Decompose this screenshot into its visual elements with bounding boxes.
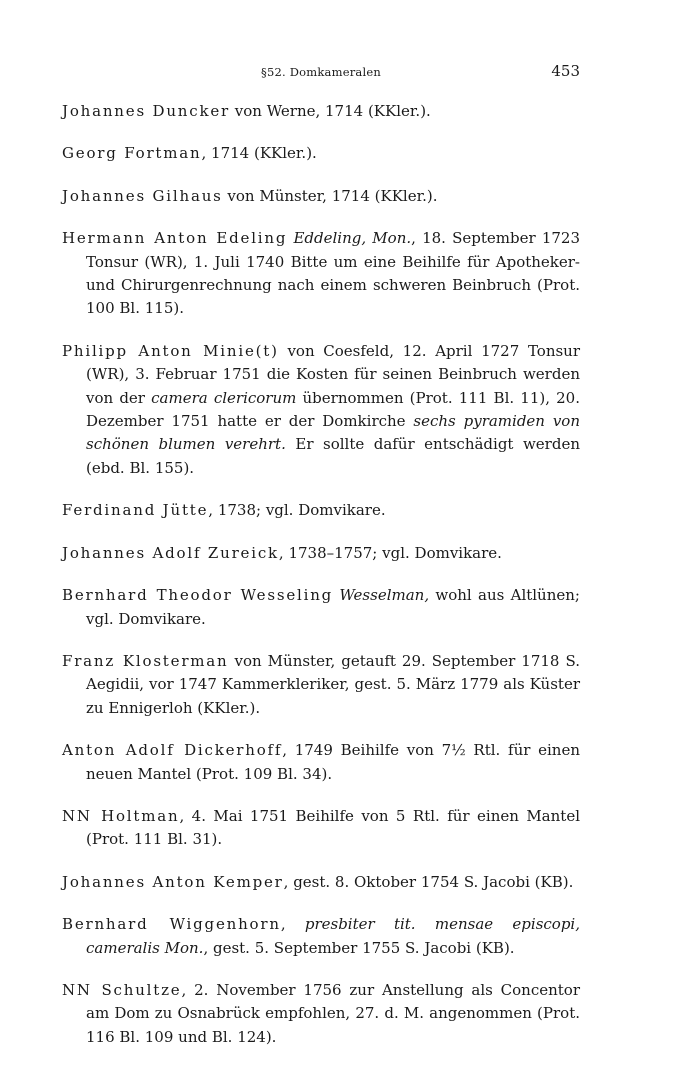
entry-text: übernommen (Prot. 111 Bl. 11), 20. Dezember 1751 hatte er der Domkirche — [86, 388, 580, 431]
entry-kemper — [62, 871, 580, 894]
entry-italic-text: Wesselman, — [339, 586, 430, 605]
entry-text: von Münster, 1714 (KKler.). — [222, 186, 438, 205]
person-name: Bernhard Theodor Wesseling — [62, 586, 334, 605]
person-name: Anton Adolf Dickerhoff — [62, 741, 283, 760]
person-name: Johannes Anton Kemper — [62, 872, 284, 891]
entry-schultze — [62, 979, 580, 1049]
entry-text: , 1714 (KKler.). — [201, 144, 317, 163]
entry-juette — [62, 499, 580, 522]
person-name: Philipp Anton Minie(t) — [62, 341, 279, 360]
running-head — [62, 62, 580, 84]
person-name: NN Holtman — [62, 806, 180, 825]
entry-text: , gest. 5. September 1755 S. Jacobi (KB). — [203, 938, 515, 957]
person-name: Hermann Anton Edeling — [62, 229, 288, 248]
entry-italic-text: camera clericorum — [151, 388, 297, 407]
entry-duncker — [62, 100, 580, 123]
entry-text: , 1738–1757; vgl. Domvikare. — [278, 543, 502, 562]
entry-klosterman — [62, 650, 580, 720]
person-name: Johannes Adolf Zureick — [62, 543, 279, 562]
entry-text: von Werne, 1714 (KKler.). — [230, 102, 431, 120]
person-name: Georg Fortman — [62, 144, 202, 163]
entry-zureick — [62, 542, 580, 565]
person-name: Bernhard Wiggenhorn — [62, 915, 281, 934]
entry-italic-text: Eddeling, Mon. — [293, 229, 412, 248]
entry-text: wohl aus Altlünen; vgl. Domvikare. — [86, 586, 580, 628]
entry-text: von Coesfeld, 12. April 1727 Tonsur (WR), 3. Februar 1751 die Kosten für seinen Beinbruch werden von der — [86, 341, 581, 407]
entry-text: , — [280, 915, 305, 934]
entry-italic-text: sechs pyramiden von schönen blumen verehrt. — [86, 412, 580, 454]
entry-fortman — [62, 142, 580, 165]
page-number: 453 — [551, 62, 580, 80]
entry-gilhaus — [62, 185, 580, 208]
entry-text: , 2. November 1756 zur Anstellung als Concentor am Dom zu Osnabrück empfohlen, 27. d. M. angenommen (Prot. 116 Bl. 109 und Bl. 124). — [86, 980, 580, 1046]
entry-edeling — [62, 227, 580, 321]
entry-text: von Münster, getauft 29. September 1718 S. Aegidii, vor 1747 Kammerkleriker, gest. 5. März 1779 als Küster zu Ennigerloh (KKler.). — [86, 651, 580, 717]
person-name: Ferdinand Jütte — [62, 501, 209, 520]
entry-wesseling — [62, 584, 580, 631]
entry-minie — [62, 340, 580, 480]
entry-italic-text: presbiter tit. mensae episcopi, cameralis Mon. — [86, 915, 580, 957]
entry-holtman — [62, 805, 580, 852]
entry-text: , 1738; vgl. Domvikare. — [208, 501, 386, 520]
entry-dickerhoff — [62, 739, 580, 786]
entry-text: , 1749 Beihilfe von 7½ Rtl. für einen neuen Mantel (Prot. 109 Bl. 34). — [86, 741, 580, 783]
person-name: Johannes Gilhaus — [62, 186, 223, 205]
entry-text: , 18. September 1723 Tonsur (WR), 1. Juli 1740 Bitte um eine Beihilfe für Apotheker- und Chirurgenrechnung nach einem schweren Beinbruch (Prot. 100 Bl. 115). — [86, 229, 580, 318]
section-title: §52. Domkameralen — [261, 65, 381, 79]
entry-wiggenhorn — [62, 913, 580, 960]
entry-text: , 4. Mai 1751 Beihilfe von 5 Rtl. für einen Mantel (Prot. 111 Bl. 31). — [86, 806, 580, 849]
document-page — [62, 62, 580, 1068]
person-name: NN Schultze — [62, 980, 182, 999]
entry-text: , gest. 8. Oktober 1754 S. Jacobi (KB). — [283, 872, 574, 891]
person-name: Franz Klosterman — [62, 651, 229, 670]
person-name: Johannes Duncker — [62, 102, 230, 120]
entry-text: Er sollte dafür entschädigt werden (ebd. Bl. 155). — [86, 435, 580, 477]
